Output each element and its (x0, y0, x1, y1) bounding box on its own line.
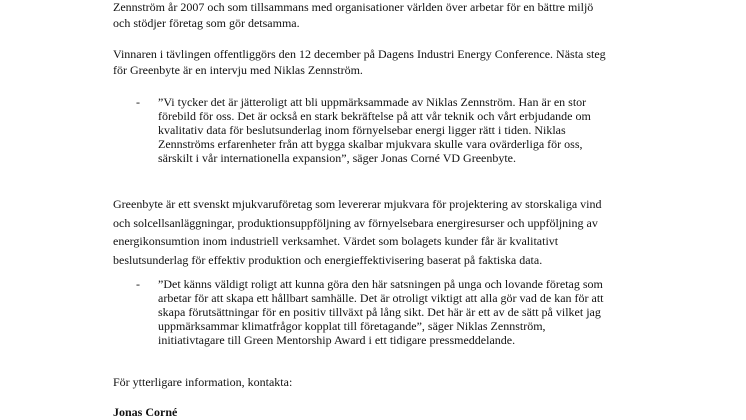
quote-1-bullet: - (136, 95, 140, 109)
company-description-paragraph: Greenbyte är ett svenskt mjukvaruföretag som levererar mjukvara för projektering av storskaliga vind och solcellsanläggningar, produktionsuppföljning av förnyelsebara energiresurser och uppföljning av energikonsumtion inom industriell verksamhet. Värdet som bolagets kunder får är kvalitativt beslutsunderlag för effektiv produktion och energieffektivisering baserat på faktiska data. (113, 197, 602, 267)
contact-name: Jonas Corné (113, 405, 178, 419)
quote-niklas-zennstrom: ”Det känns väldigt roligt att kunna göra den här satsningen på unga och lovande företag som arbetar för att skapa ett hållbart samhälle. Det är otroligt viktigt att alla gör vad de kan för att skapa förutsättningar för en positiv tillväxt på lång sikt. Det här är ett av de sätt på vilket jag uppmärksammar klimatfrågor kopplat till företagande”, säger Niklas Zennström, initiativtagare till Green Mentorship Award i ett tidigare pressmeddelande. (158, 277, 604, 347)
quote-jonas-corne: ”Vi tycker det är jätteroligt att bli uppmärksammade av Niklas Zennström. Han är en stor förebild för oss. Det är också en stark bekräftelse på att vår teknik och vårt erbjudande om kvalitativ data för beslutsunderlag inom förnyelsebar energi ligger rätt i tiden. Niklas Zennströms erfarenheter från att bygga skalbar mjukvara skulle vara ovärderliga för oss, särskilt i vår internationella expansion”, säger Jonas Corné VD Greenbyte. (158, 95, 591, 165)
winner-announcement-paragraph: Vinnaren i tävlingen offentliggörs den 12 december på Dagens Industri Energy Conference. Nästa steg för Greenbyte är en intervju med Niklas Zennström. (113, 47, 606, 77)
intro-paragraph: Zennström år 2007 och som tillsammans med organisationer världen över arbetar för en bättre miljö och stödjer företag som gör detsamma. (113, 0, 594, 30)
contact-intro: För ytterligare information, kontakta: (113, 375, 293, 389)
quote-2-bullet: - (136, 277, 140, 291)
